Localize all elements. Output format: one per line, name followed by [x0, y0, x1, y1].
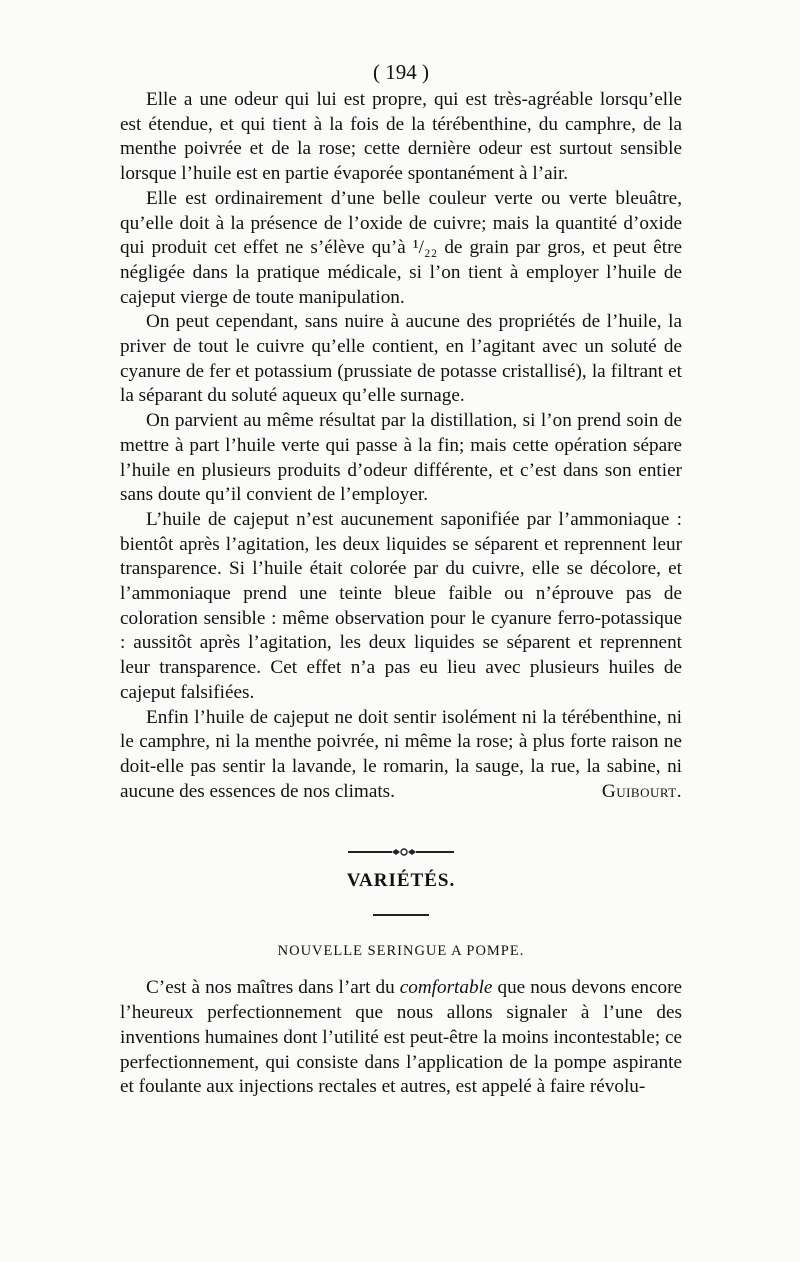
author-signature: Guibourt.	[601, 780, 682, 802]
paragraph-ammoniaque: L’huile de cajeput n’est aucunement saponifiée par l’ammoniaque : bientôt après l’agitation, les deux liquides se séparent et reprennent leur transparence. Si l’huile était colorée par du cuivre, elle se décolore, et l’ammoniaque prend une teinte bleue faible ou n’éprouve pas de coloration sensible : même observation pour le cyanure ferro-potassique : aussitôt après l’agitation, les deux liquides se séparent et reprennent leur transparence. Cet effet n’a pas eu lieu avec plusieurs huiles de cajeput falsifiées.	[120, 508, 682, 703]
paragraph-enfin	[120, 706, 682, 805]
paragraph-distillation: On parvient au même résultat par la distillation, si l’on prend soin de mettre à part l’huile verte qui passe à la fin; mais cette opération sépare l’huile en plusieurs produits d’odeur différente, et c’est dans son entier sans doute qu’il convient de l’employer.	[120, 410, 682, 506]
paragraph-couleur: Elle est ordinairement d’une belle couleur verte ou verte bleuâtre, qu’elle doit à la présence de l’oxide de cuivre; mais la quantité d’oxide qui produit cet effet ne s’élève qu’à ¹/₂₂ de grain par gros, et peut être négligée dans la pratique médicale, si l’on tient à employer l’huile de cajeput vierge de toute manipulation.	[120, 187, 682, 308]
article-title: NOUVELLE SERINGUE A POMPE.	[277, 943, 525, 960]
page-number: ( 194 )	[373, 60, 429, 84]
paragraph-cuivre: On peut cependant, sans nuire à aucune des propriétés de l’huile, la priver de tout le cuivre qu’elle contient, en l’agitant avec un soluté de cyanure de fer et potassium (prussiate de potasse cristallisé), la filtrant et la séparant du soluté aqueux qu’elle surnage.	[120, 311, 682, 407]
page-content	[120, 58, 682, 1100]
ornament-divider	[346, 846, 456, 858]
seringue-italic-word: comfortable	[399, 977, 493, 999]
paragraph-seringue	[120, 976, 682, 1100]
seringue-text-start: C’est à nos maîtres dans l’art du	[146, 977, 400, 999]
paragraph-enfin-text: Enfin l’huile de cajeput ne doit sentir isolément ni la térébenthine, ni le camphre, ni la menthe poivrée, ni même la rose; à plus forte raison ne doit-elle pas sentir la lavande, le romarin, la sauge, la rue, la sabine, ni aucune des essences de nos climats.	[120, 706, 682, 802]
section-rule	[373, 914, 429, 916]
paragraph-odeur: Elle a une odeur qui lui est propre, qui est très-agréable lorsqu’elle est étendue, et qui tient à la fois de la térébenthine, du camphre, de la menthe poivrée et de la rose; cette dernière odeur est surtout sensible lorsque l’huile est en partie évaporée spontanément à l’air.	[120, 89, 682, 185]
section-title: VARIÉTÉS.	[346, 870, 456, 892]
seringue-text-end: que nous devons encore l’heureux perfectionnement que nous allons signaler à l’une des inventions humaines dont l’utilité est peut-être la moins incontestable; ce perfectionnement, qui consiste dans l’application de la pompe aspirante et foulante aux injections rectales et autres, est appelé à faire révolu-	[120, 977, 683, 1098]
